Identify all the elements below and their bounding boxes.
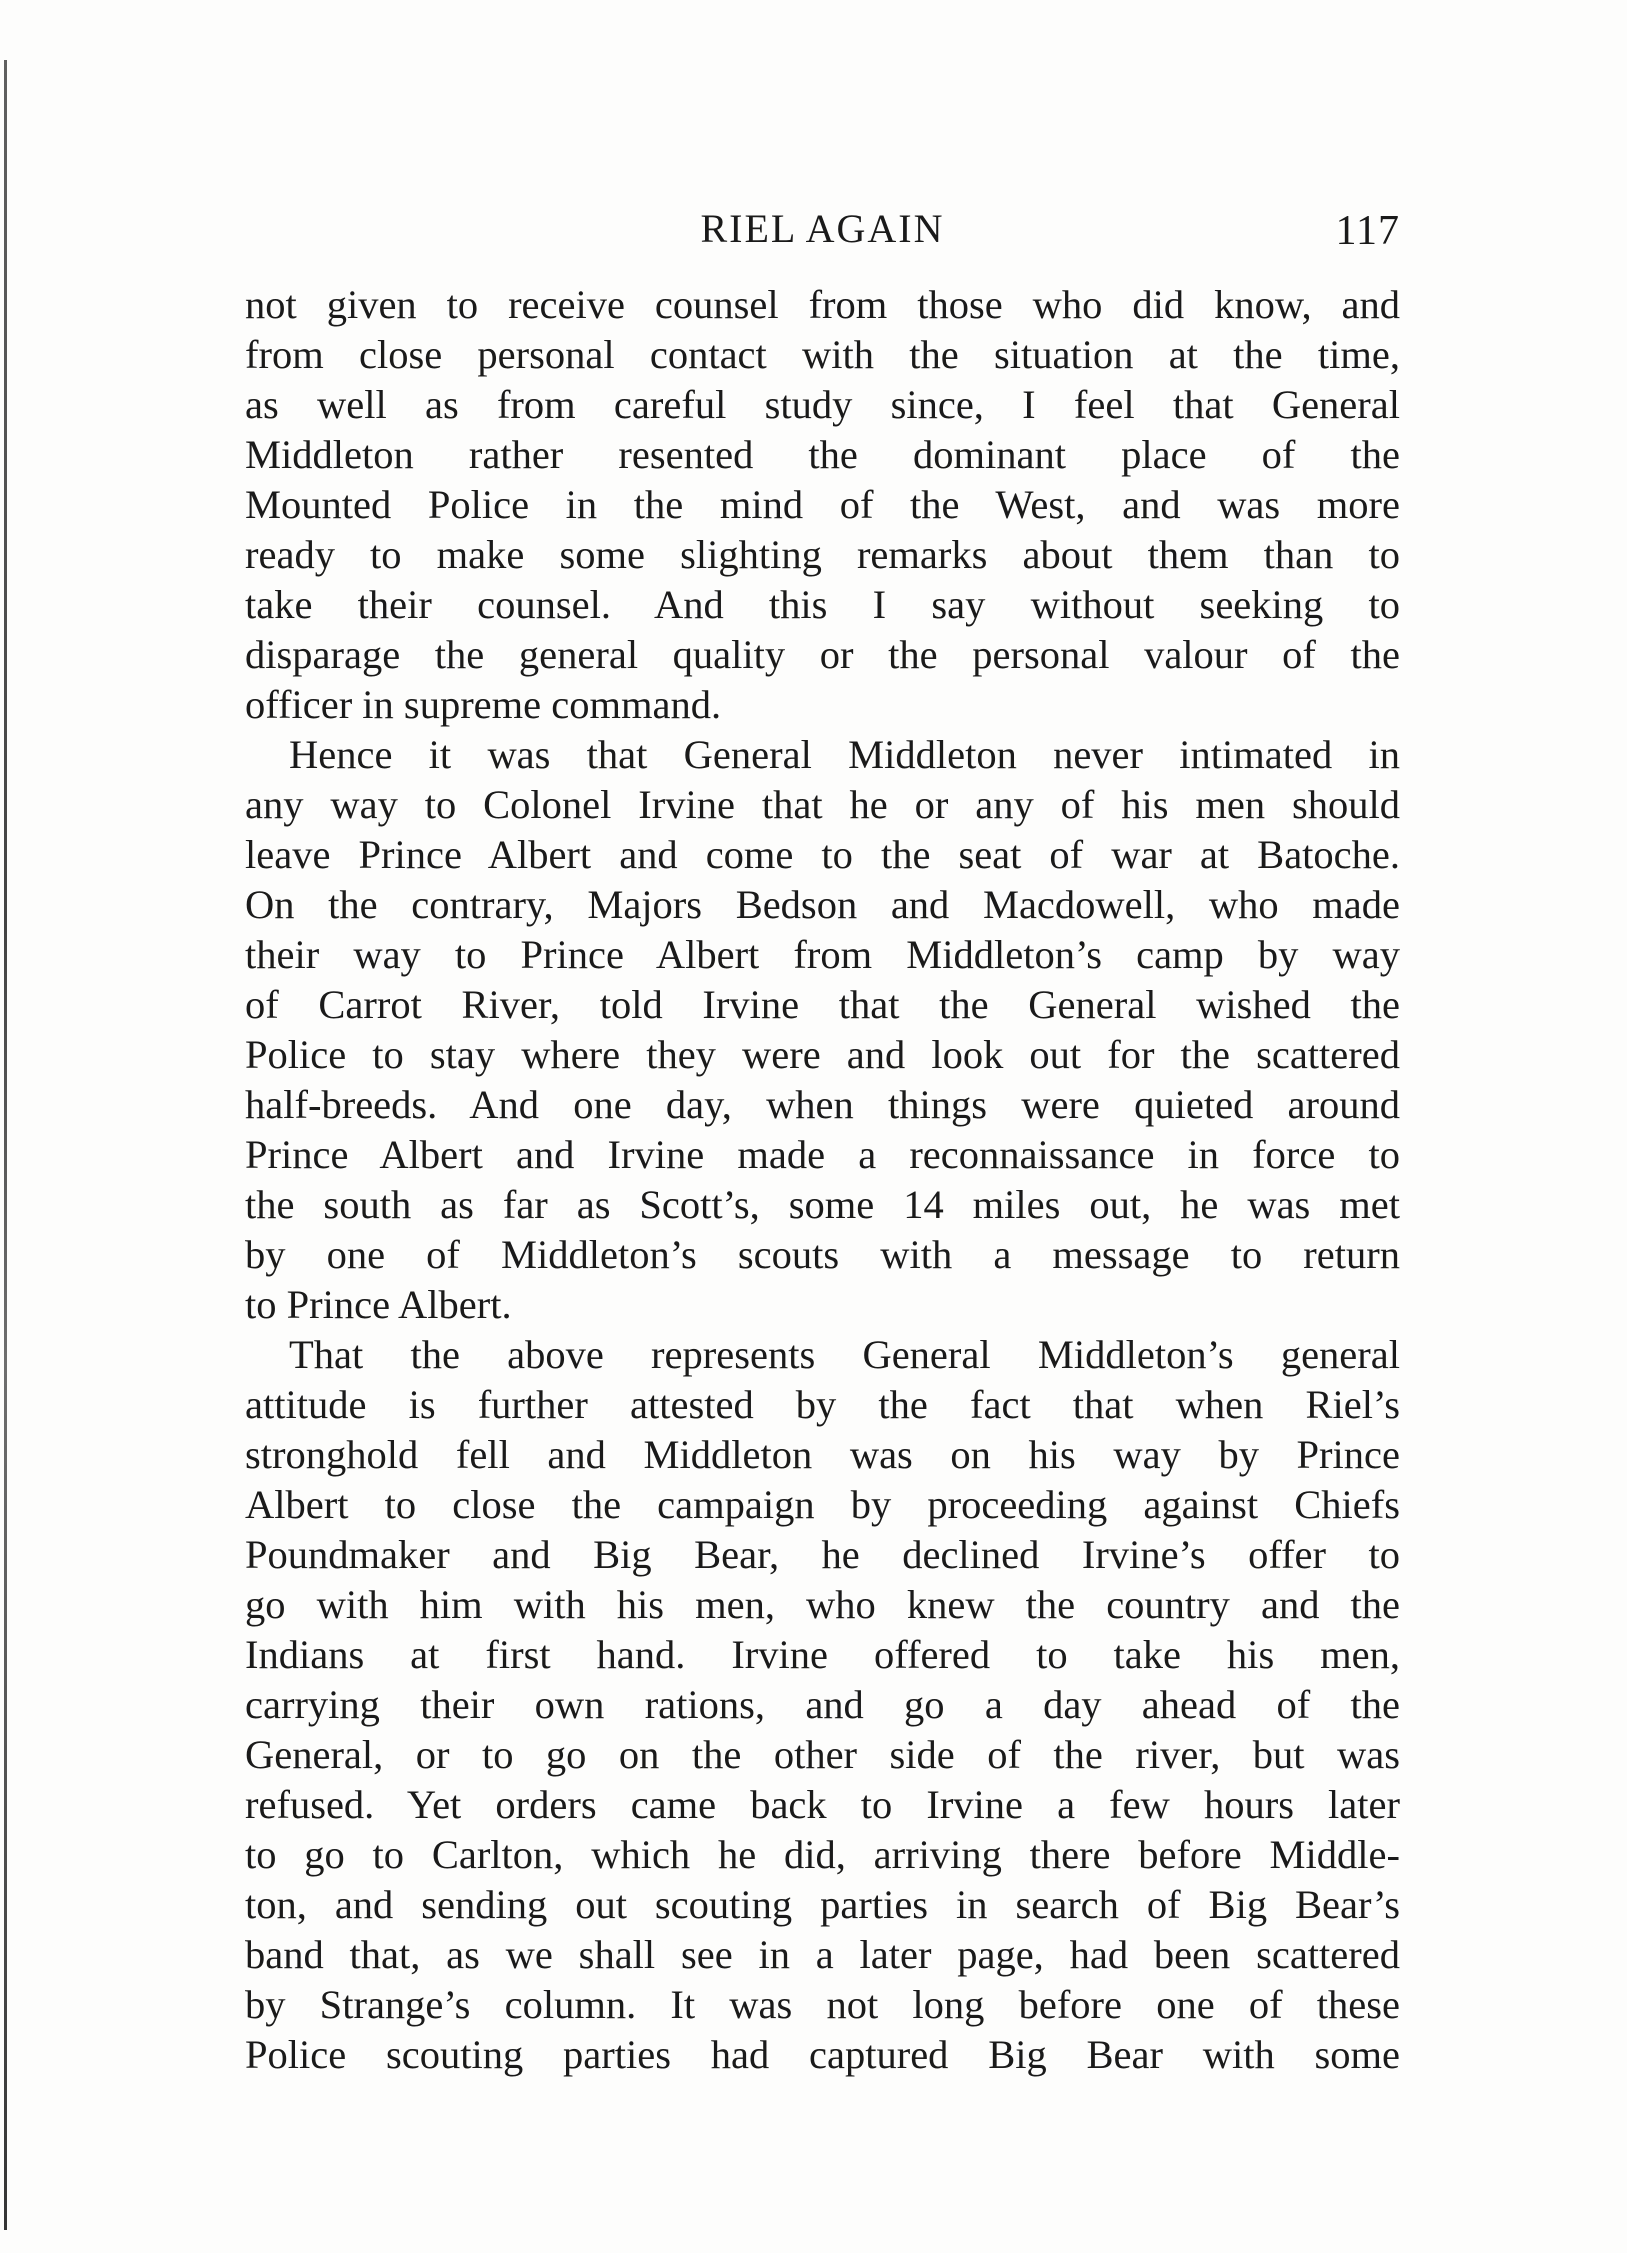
text-line: carrying their own rations, and go a day ahead of the	[245, 1682, 1400, 1727]
text-line: from close personal contact with the situation at the time,	[245, 332, 1400, 377]
text-line: Albert to close the campaign by proceeding against Chiefs	[245, 1482, 1400, 1527]
text-line: General, or to go on the other side of the river, but was	[245, 1732, 1400, 1777]
text-line: the south as far as Scott’s, some 14 miles out, he was met	[245, 1182, 1400, 1227]
text-line: disparage the general quality or the personal valour of the	[245, 632, 1400, 677]
text-line: by Strange’s column. It was not long before one of these	[245, 1982, 1400, 2027]
text-line: as well as from careful study since, I feel that General	[245, 382, 1400, 427]
paragraph-3	[245, 1330, 1400, 2080]
text-line: Mounted Police in the mind of the West, and was more	[245, 482, 1400, 527]
text-line: Police to stay where they were and look out for the scattered	[245, 1032, 1400, 1077]
text-line: by one of Middleton’s scouts with a message to return	[245, 1232, 1400, 1277]
text-line: refused. Yet orders came back to Irvine a few hours later	[245, 1782, 1400, 1827]
paragraph-2	[245, 730, 1400, 1330]
text-line: stronghold fell and Middleton was on his way by Prince	[245, 1432, 1400, 1477]
text-line: go with him with his men, who knew the country and the	[245, 1582, 1400, 1627]
text-line: Poundmaker and Big Bear, he declined Irvine’s offer to	[245, 1532, 1400, 1577]
text-line: Middleton rather resented the dominant place of the	[245, 432, 1400, 477]
binding-edge	[4, 60, 7, 2230]
text-line: any way to Colonel Irvine that he or any of his men should	[245, 782, 1400, 827]
page-number: 117	[1335, 208, 1400, 254]
text-line: half-breeds. And one day, when things were quieted around	[245, 1082, 1400, 1127]
text-line: On the contrary, Majors Bedson and Macdowell, who made	[245, 882, 1400, 927]
paragraph-1	[245, 280, 1400, 730]
text-line: take their counsel. And this I say without seeking to	[245, 582, 1400, 627]
text-line: Police scouting parties had captured Big Bear with some	[245, 2032, 1400, 2077]
page-header	[245, 205, 1400, 265]
text-line: officer in supreme command.	[245, 682, 722, 727]
text-line: Indians at first hand. Irvine offered to take his men,	[245, 1632, 1400, 1677]
text-line: ton, and sending out scouting parties in search of Big Bear’s	[245, 1882, 1400, 1927]
text-line: to go to Carlton, which he did, arriving there before Middle-	[245, 1832, 1400, 1877]
text-line: to Prince Albert.	[245, 1282, 512, 1327]
text-line: of Carrot River, told Irvine that the General wished the	[245, 982, 1400, 1027]
text-line: band that, as we shall see in a later page, had been scattered	[245, 1932, 1400, 1977]
text-line: attitude is further attested by the fact that when Riel’s	[245, 1382, 1400, 1427]
text-line: ready to make some slighting remarks about them than to	[245, 532, 1400, 577]
text-line: That the above represents General Middleton’s general	[289, 1332, 1400, 1377]
body-text	[245, 280, 1400, 2080]
text-line: Hence it was that General Middleton never intimated in	[289, 732, 1400, 777]
text-line: Prince Albert and Irvine made a reconnaissance in force to	[245, 1132, 1400, 1177]
text-line: leave Prince Albert and come to the seat of war at Batoche.	[245, 832, 1400, 877]
text-line: not given to receive counsel from those who did know, and	[245, 282, 1400, 327]
running-head: RIEL AGAIN	[700, 206, 945, 251]
text-line: their way to Prince Albert from Middleton’s camp by way	[245, 932, 1400, 977]
